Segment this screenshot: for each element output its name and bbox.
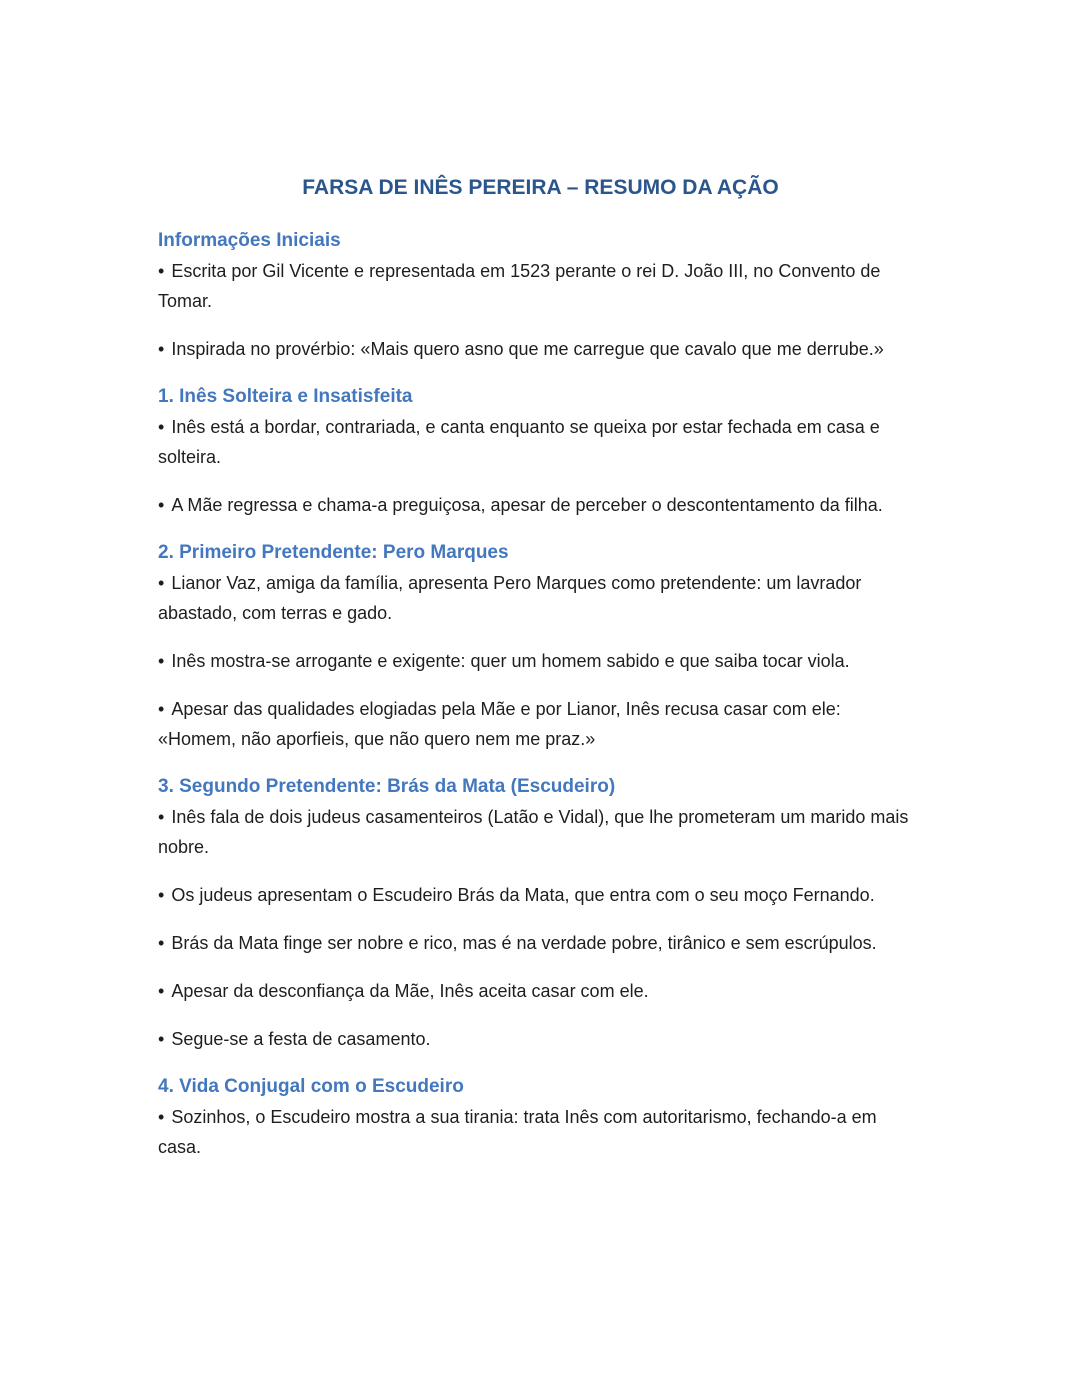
bullet-icon: •	[158, 495, 165, 515]
bullet-icon: •	[158, 417, 165, 437]
bullet-text: Brás da Mata finge ser nobre e rico, mas é na verdade pobre, tirânico e sem escrúpulos.	[171, 933, 877, 953]
bullet-text: Inês está a bordar, contrariada, e canta enquanto se queixa por estar fechada em casa e solteira.	[158, 417, 880, 467]
bullet-icon: •	[158, 699, 165, 719]
section-heading: 2. Primeiro Pretendente: Pero Marques	[158, 542, 509, 563]
bullet-icon: •	[158, 573, 165, 593]
bullet-icon: •	[158, 981, 165, 1001]
bullet-paragraph	[158, 694, 923, 754]
section-4-vida-conjugal	[158, 1072, 923, 1162]
bullet-icon: •	[158, 807, 165, 827]
bullet-paragraph	[158, 568, 923, 628]
bullet-text: Lianor Vaz, amiga da família, apresenta Pero Marques como pretendente: um lavrador abastado, com terras e gado.	[158, 573, 862, 623]
document-title: FARSA DE INÊS PEREIRA – RESUMO DA AÇÃO	[302, 176, 779, 199]
bullet-text: Apesar da desconfiança da Mãe, Inês aceita casar com ele.	[171, 981, 649, 1001]
bullet-paragraph	[158, 1024, 923, 1054]
section-heading: 4. Vida Conjugal com o Escudeiro	[158, 1076, 464, 1097]
bullet-text: Inês mostra-se arrogante e exigente: quer um homem sabido e que saiba tocar viola.	[171, 651, 850, 671]
bullet-text: Inspirada no provérbio: «Mais quero asno que me carregue que cavalo que me derrube.»	[171, 339, 884, 359]
bullet-paragraph	[158, 646, 923, 676]
bullet-paragraph	[158, 976, 923, 1006]
bullet-paragraph	[158, 256, 923, 316]
section-2-pero-marques	[158, 538, 923, 754]
bullet-text: Apesar das qualidades elogiadas pela Mãe e por Lianor, Inês recusa casar com ele: «Homem, não aporfieis, que não quero nem me praz.»	[158, 699, 841, 749]
bullet-paragraph	[158, 802, 923, 862]
section-heading: 3. Segundo Pretendente: Brás da Mata (Escudeiro)	[158, 776, 616, 797]
bullet-icon: •	[158, 339, 165, 359]
bullet-text: Sozinhos, o Escudeiro mostra a sua tirania: trata Inês com autoritarismo, fechando-a em casa.	[158, 1107, 877, 1157]
bullet-paragraph	[158, 334, 923, 364]
bullet-text: Escrita por Gil Vicente e representada em 1523 perante o rei D. João III, no Convento de Tomar.	[158, 261, 881, 311]
section-informacoes-iniciais	[158, 226, 923, 364]
bullet-icon: •	[158, 933, 165, 953]
bullet-icon: •	[158, 261, 165, 281]
bullet-text: Segue-se a festa de casamento.	[171, 1029, 431, 1049]
bullet-paragraph	[158, 1102, 923, 1162]
section-heading: 1. Inês Solteira e Insatisfeita	[158, 386, 413, 407]
bullet-paragraph	[158, 928, 923, 958]
section-1-ines-solteira	[158, 382, 923, 520]
bullet-paragraph	[158, 880, 923, 910]
section-heading: Informações Iniciais	[158, 230, 341, 251]
bullet-text: A Mãe regressa e chama-a preguiçosa, apesar de perceber o descontentamento da filha.	[171, 495, 883, 515]
bullet-text: Inês fala de dois judeus casamenteiros (Latão e Vidal), que lhe prometeram um marido mais nobre.	[158, 807, 909, 857]
bullet-icon: •	[158, 1107, 165, 1127]
bullet-paragraph	[158, 490, 923, 520]
bullet-paragraph	[158, 412, 923, 472]
bullet-icon: •	[158, 1029, 165, 1049]
section-3-bras-da-mata	[158, 772, 923, 1054]
bullet-text: Os judeus apresentam o Escudeiro Brás da Mata, que entra com o seu moço Fernando.	[171, 885, 875, 905]
bullet-icon: •	[158, 651, 165, 671]
bullet-icon: •	[158, 885, 165, 905]
